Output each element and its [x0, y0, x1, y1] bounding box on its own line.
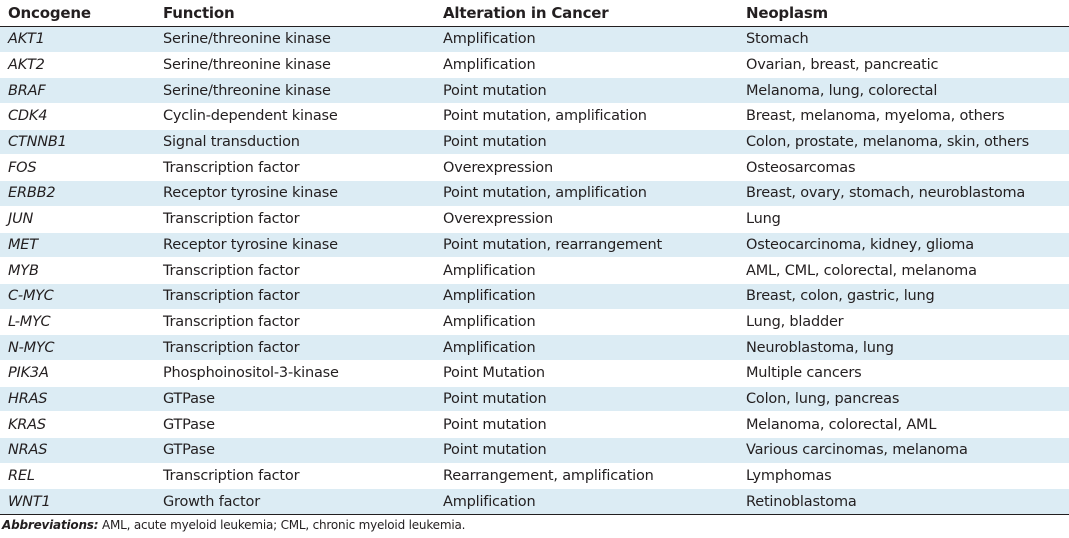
- neoplasm-cell: AML, CML, colorectal, melanoma: [738, 258, 1069, 284]
- oncogene-cell: JUN: [0, 206, 155, 232]
- alteration-cell: Point mutation: [435, 438, 738, 464]
- table-row: [0, 258, 1069, 284]
- oncogene-cell: PIK3A: [0, 360, 155, 386]
- oncogene-cell: CDK4: [0, 104, 155, 130]
- oncogene-cell: ERBB2: [0, 181, 155, 207]
- function-cell: Transcription factor: [155, 258, 435, 284]
- table-row: [0, 52, 1069, 78]
- function-cell: GTPase: [155, 438, 435, 464]
- header-neoplasm: Neoplasm: [738, 0, 1069, 27]
- function-cell: Transcription factor: [155, 463, 435, 489]
- table-row: [0, 27, 1069, 53]
- alteration-cell: Amplification: [435, 309, 738, 335]
- table-row: [0, 104, 1069, 130]
- header-oncogene: Oncogene: [0, 0, 155, 27]
- function-cell: Transcription factor: [155, 206, 435, 232]
- neoplasm-cell: Breast, ovary, stomach, neuroblastoma: [738, 181, 1069, 207]
- oncogene-cell: NRAS: [0, 438, 155, 464]
- alteration-cell: Point mutation: [435, 386, 738, 412]
- oncogene-cell: KRAS: [0, 412, 155, 438]
- oncogene-cell: MYB: [0, 258, 155, 284]
- alteration-cell: Amplification: [435, 27, 738, 53]
- neoplasm-cell: Lung, bladder: [738, 309, 1069, 335]
- neoplasm-cell: Breast, colon, gastric, lung: [738, 283, 1069, 309]
- neoplasm-cell: Stomach: [738, 27, 1069, 53]
- function-cell: Transcription factor: [155, 155, 435, 181]
- alteration-cell: Amplification: [435, 489, 738, 515]
- table-body: [0, 27, 1069, 515]
- function-cell: Serine/threonine kinase: [155, 52, 435, 78]
- oncogene-cell: MET: [0, 232, 155, 258]
- table-row: [0, 412, 1069, 438]
- table-row: [0, 283, 1069, 309]
- function-cell: Transcription factor: [155, 283, 435, 309]
- alteration-cell: Point mutation, amplification: [435, 104, 738, 130]
- neoplasm-cell: Various carcinomas, melanoma: [738, 438, 1069, 464]
- alteration-cell: Amplification: [435, 52, 738, 78]
- neoplasm-cell: Osteocarcinoma, kidney, glioma: [738, 232, 1069, 258]
- alteration-cell: Point Mutation: [435, 360, 738, 386]
- oncogene-cell: L-MYC: [0, 309, 155, 335]
- table-row: [0, 232, 1069, 258]
- function-cell: Transcription factor: [155, 309, 435, 335]
- alteration-cell: Point mutation: [435, 129, 738, 155]
- function-cell: Transcription factor: [155, 335, 435, 361]
- neoplasm-cell: Ovarian, breast, pancreatic: [738, 52, 1069, 78]
- table-row: [0, 360, 1069, 386]
- function-cell: Receptor tyrosine kinase: [155, 232, 435, 258]
- oncogene-cell: BRAF: [0, 78, 155, 104]
- function-cell: Receptor tyrosine kinase: [155, 181, 435, 207]
- function-cell: GTPase: [155, 412, 435, 438]
- table-row: [0, 438, 1069, 464]
- neoplasm-cell: Lymphomas: [738, 463, 1069, 489]
- alteration-cell: Amplification: [435, 258, 738, 284]
- table-row: [0, 129, 1069, 155]
- oncogene-cell: REL: [0, 463, 155, 489]
- oncogene-cell: AKT1: [0, 27, 155, 53]
- alteration-cell: Point mutation: [435, 412, 738, 438]
- table-row: [0, 206, 1069, 232]
- function-cell: Phosphoinositol-3-kinase: [155, 360, 435, 386]
- header-function: Function: [155, 0, 435, 27]
- table-row: [0, 309, 1069, 335]
- function-cell: GTPase: [155, 386, 435, 412]
- neoplasm-cell: Colon, prostate, melanoma, skin, others: [738, 129, 1069, 155]
- header-row: [0, 0, 1069, 27]
- oncogene-cell: CTNNB1: [0, 129, 155, 155]
- oncogene-cell: N-MYC: [0, 335, 155, 361]
- oncogene-cell: C-MYC: [0, 283, 155, 309]
- neoplasm-cell: Osteosarcomas: [738, 155, 1069, 181]
- table-row: [0, 463, 1069, 489]
- neoplasm-cell: Colon, lung, pancreas: [738, 386, 1069, 412]
- neoplasm-cell: Lung: [738, 206, 1069, 232]
- footnote-text: AML, acute myeloid leukemia; CML, chronic myeloid leukemia.: [98, 518, 466, 532]
- table-row: [0, 78, 1069, 104]
- function-cell: Growth factor: [155, 489, 435, 515]
- neoplasm-cell: Melanoma, colorectal, AML: [738, 412, 1069, 438]
- alteration-cell: Amplification: [435, 335, 738, 361]
- table-row: [0, 181, 1069, 207]
- function-cell: Signal transduction: [155, 129, 435, 155]
- alteration-cell: Point mutation: [435, 78, 738, 104]
- footnote-label: Abbreviations:: [2, 518, 99, 532]
- alteration-cell: Overexpression: [435, 155, 738, 181]
- oncogene-cell: WNT1: [0, 489, 155, 515]
- neoplasm-cell: Neuroblastoma, lung: [738, 335, 1069, 361]
- function-cell: Cyclin-dependent kinase: [155, 104, 435, 130]
- neoplasm-cell: Melanoma, lung, colorectal: [738, 78, 1069, 104]
- header-alteration: Alteration in Cancer: [435, 0, 738, 27]
- oncogene-cell: AKT2: [0, 52, 155, 78]
- oncogene-cell: FOS: [0, 155, 155, 181]
- alteration-cell: Point mutation, rearrangement: [435, 232, 738, 258]
- neoplasm-cell: Multiple cancers: [738, 360, 1069, 386]
- function-cell: Serine/threonine kinase: [155, 78, 435, 104]
- function-cell: Serine/threonine kinase: [155, 27, 435, 53]
- footnote: [2, 518, 465, 532]
- alteration-cell: Point mutation, amplification: [435, 181, 738, 207]
- neoplasm-cell: Breast, melanoma, myeloma, others: [738, 104, 1069, 130]
- table-row: [0, 386, 1069, 412]
- alteration-cell: Overexpression: [435, 206, 738, 232]
- oncogene-cell: HRAS: [0, 386, 155, 412]
- table-row: [0, 489, 1069, 515]
- alteration-cell: Rearrangement, amplification: [435, 463, 738, 489]
- alteration-cell: Amplification: [435, 283, 738, 309]
- table-row: [0, 335, 1069, 361]
- table-row: [0, 155, 1069, 181]
- neoplasm-cell: Retinoblastoma: [738, 489, 1069, 515]
